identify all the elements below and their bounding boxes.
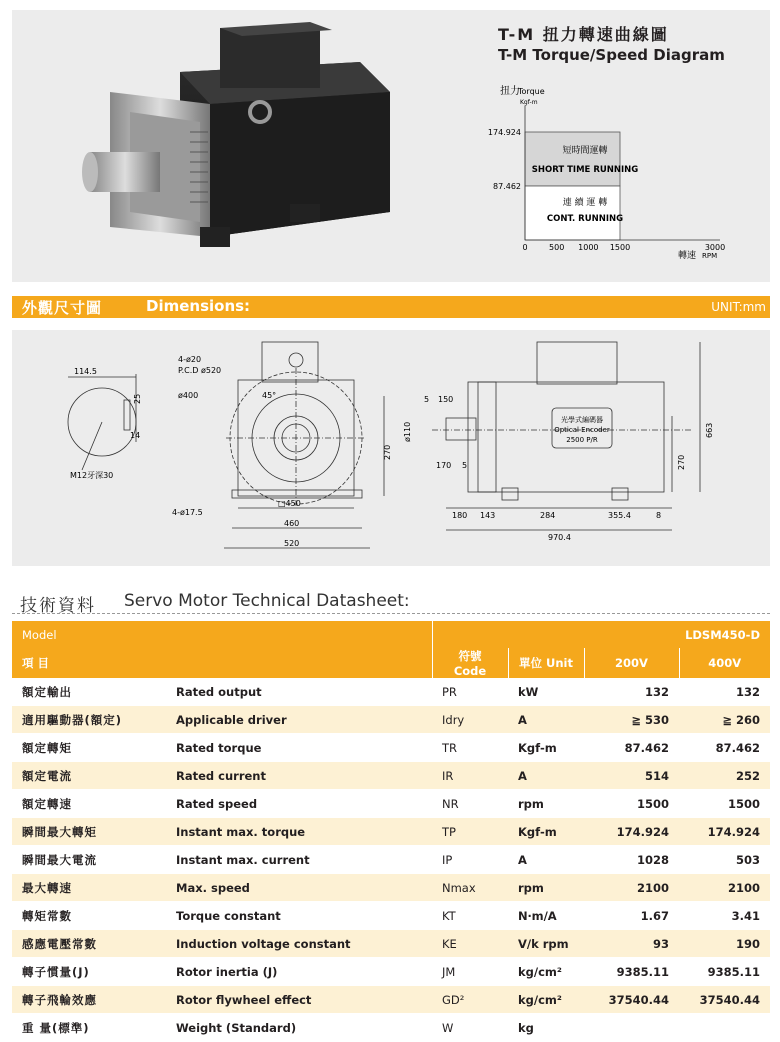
row-value-200v: 87.462 (584, 734, 679, 762)
row-value-200v: 1500 (584, 790, 679, 818)
row-unit: rpm (508, 874, 584, 902)
table-row (12, 734, 770, 762)
row-value-400v: 1500 (679, 790, 770, 818)
row-label-cn: 額定轉速 (12, 790, 166, 818)
short-time-en: SHORT TIME RUNNING (531, 165, 639, 175)
cont-region (525, 186, 620, 240)
col-item: 項 目 (12, 648, 432, 678)
row-label-en: Instant max. current (166, 846, 432, 874)
row-unit: kg/cm² (508, 958, 584, 986)
row-label-cn: 重 量(標準) (12, 1014, 166, 1042)
dimensions-title-cn: 外觀尺寸圖 (22, 299, 103, 317)
row-unit: kg/cm² (508, 986, 584, 1014)
dim-thread: M12牙深30 (70, 471, 114, 480)
y-tick-label: 87.462 (493, 182, 521, 191)
row-code: Nmax (432, 874, 508, 902)
col-200v: 200V (584, 648, 679, 678)
dim-l8: 8 (656, 511, 662, 520)
x-axis-label-en: RPM (702, 252, 718, 260)
row-value-200v (584, 1014, 679, 1042)
dim-shaft-width: 114.5 (74, 367, 97, 376)
row-code: PR (432, 678, 508, 706)
x-tick-label: 500 (549, 243, 565, 252)
dim-total: 970.4 (548, 533, 571, 542)
dim-l355: 355.4 (608, 511, 631, 520)
row-label-en: Rated speed (166, 790, 432, 818)
x-tick-label: 3000 (704, 243, 726, 252)
row-unit: kW (508, 678, 584, 706)
row-unit: A (508, 762, 584, 790)
row-value-200v: 93 (584, 930, 679, 958)
col-code: 符號 Code (432, 648, 508, 678)
row-label-en: Instant max. torque (166, 818, 432, 846)
dimensions-header-bar (12, 296, 770, 318)
row-label-cn: 感應電壓常數 (12, 930, 166, 958)
dim-w460: 460 (284, 519, 300, 528)
dimension-drawing (12, 330, 770, 566)
encoder-pr: 2500 P/R (566, 436, 598, 444)
row-value-200v: 132 (584, 678, 679, 706)
col-unit: 單位 Unit (508, 648, 584, 678)
x-tick-label: 1000 (578, 243, 599, 252)
dim-height-front: 270 (383, 444, 392, 460)
dim-shaft-dia: ø110 (403, 421, 412, 442)
cont-cn: 連 續 運 轉 (562, 198, 608, 208)
cont-en: CONT. RUNNING (546, 214, 624, 224)
row-unit: rpm (508, 790, 584, 818)
row-label-en: Rated torque (166, 734, 432, 762)
dim-key-width: 14 (130, 431, 141, 440)
table-row (12, 902, 770, 930)
row-value-200v: 1028 (584, 846, 679, 874)
spec-table (12, 621, 770, 1042)
row-label-cn: 轉子飛輪效應 (12, 986, 166, 1014)
row-unit: kg (508, 1014, 584, 1042)
row-label-en: Rotor inertia (J) (166, 958, 432, 986)
motor-photo (70, 12, 410, 272)
row-label-cn: 轉矩常數 (12, 902, 166, 930)
dim-holes: 4-ø20 (178, 355, 202, 364)
dim-dia400: ø400 (178, 391, 199, 400)
row-value-200v: 174.924 (584, 818, 679, 846)
row-code: IR (432, 762, 508, 790)
dim-d150: 150 (438, 395, 454, 404)
dim-d170: 170 (436, 461, 452, 470)
dim-angle: 45° (262, 391, 277, 400)
row-label-en: Rated output (166, 678, 432, 706)
row-value-200v: 37540.44 (584, 986, 679, 1014)
table-row (12, 818, 770, 846)
row-value-400v: 174.924 (679, 818, 770, 846)
row-value-400v: 3.41 (679, 902, 770, 930)
dim-pcd: P.C.D ø520 (178, 366, 222, 375)
x-tick-label: 0 (522, 243, 528, 252)
x-axis-label-cn: 轉速 (678, 251, 697, 261)
row-label-cn: 瞬間最大轉矩 (12, 818, 166, 846)
row-value-400v: 37540.44 (679, 986, 770, 1014)
table-row (12, 846, 770, 874)
dim-w520: 520 (284, 539, 300, 548)
row-value-200v: ≧ 530 (584, 706, 679, 734)
encoder-cn: 光學式編碼器 (561, 416, 603, 424)
table-row (12, 986, 770, 1014)
row-label-en: Rated current (166, 762, 432, 790)
column-header-row (12, 648, 770, 678)
col-400v: 400V (679, 648, 770, 678)
row-unit: Kgf-m (508, 818, 584, 846)
row-label-en: Applicable driver (166, 706, 432, 734)
row-value-400v: 87.462 (679, 734, 770, 762)
row-unit: Kgf-m (508, 734, 584, 762)
row-label-cn: 瞬間最大電流 (12, 846, 166, 874)
row-value-400v: 503 (679, 846, 770, 874)
dim-l143: 143 (480, 511, 496, 520)
row-value-200v: 514 (584, 762, 679, 790)
row-code: KE (432, 930, 508, 958)
row-label-en: Rotor flywheel effect (166, 986, 432, 1014)
row-label-cn: 額定輸出 (12, 678, 166, 706)
row-value-400v: 132 (679, 678, 770, 706)
row-label-cn: 適用驅動器(額定) (12, 706, 166, 734)
datasheet-title-en: Servo Motor Technical Datasheet: (124, 591, 410, 611)
row-label-en: Weight (Standard) (166, 1014, 432, 1042)
row-code: TP (432, 818, 508, 846)
row-unit: N‧m/A (508, 902, 584, 930)
row-value-200v: 2100 (584, 874, 679, 902)
dim-d5b: 5 (462, 461, 468, 470)
row-unit: V/k rpm (508, 930, 584, 958)
row-value-200v: 1.67 (584, 902, 679, 930)
dimensions-unit: UNIT:mm (711, 300, 766, 314)
y-tick-label: 174.924 (487, 128, 521, 137)
encoder-en: Optical Encoder (554, 426, 610, 434)
row-label-cn: 最大轉速 (12, 874, 166, 902)
row-value-400v (679, 1014, 770, 1042)
table-row (12, 762, 770, 790)
x-tick-label: 1500 (609, 243, 631, 252)
torque-speed-chart (480, 80, 740, 270)
row-label-cn: 轉子慣量(J) (12, 958, 166, 986)
row-value-200v: 9385.11 (584, 958, 679, 986)
row-value-400v: 252 (679, 762, 770, 790)
row-label-cn: 額定電流 (12, 762, 166, 790)
table-row (12, 1014, 770, 1042)
row-label-cn: 額定轉矩 (12, 734, 166, 762)
dim-l180: 180 (452, 511, 468, 520)
model-value: LDSM450-D (432, 621, 770, 648)
model-row (12, 621, 770, 648)
row-code: KT (432, 902, 508, 930)
table-row (12, 706, 770, 734)
datasheet-title-cn: 技術資料 (20, 596, 96, 616)
table-row (12, 678, 770, 706)
dim-mount-holes: 4-ø17.5 (172, 508, 203, 517)
row-code: NR (432, 790, 508, 818)
tm-plot-area (488, 106, 725, 252)
table-row (12, 930, 770, 958)
dimensions-title-en: Dimensions: (146, 297, 251, 315)
dim-key-depth: 25 (133, 393, 142, 404)
model-label: Model (12, 621, 432, 648)
row-value-400v: 2100 (679, 874, 770, 902)
dim-d5: 5 (424, 395, 430, 404)
row-value-400v: 9385.11 (679, 958, 770, 986)
short-time-cn: 短時間運轉 (562, 146, 608, 156)
y-axis-label-en: Torque (518, 87, 545, 96)
row-unit: A (508, 846, 584, 874)
dim-h663: 663 (705, 422, 714, 438)
row-code: W (432, 1014, 508, 1042)
dim-h270-side: 270 (677, 454, 686, 470)
dim-l284: 284 (540, 511, 556, 520)
datasheet-divider (12, 613, 770, 614)
row-code: TR (432, 734, 508, 762)
row-label-en: Induction voltage constant (166, 930, 432, 958)
row-label-en: Max. speed (166, 874, 432, 902)
row-unit: A (508, 706, 584, 734)
tm-title-cn: T-M 扭力轉速曲線圖 (498, 25, 669, 44)
dim-square: □450 (278, 499, 301, 508)
row-label-en: Torque constant (166, 902, 432, 930)
short-time-region (525, 132, 620, 186)
table-row (12, 874, 770, 902)
tm-title-en: T-M Torque/Speed Diagram (498, 46, 725, 64)
row-code: GD² (432, 986, 508, 1014)
table-row (12, 790, 770, 818)
y-axis-label-cn: 扭力 (500, 86, 520, 97)
row-code: IP (432, 846, 508, 874)
y-axis-unit: Kgf-m (520, 99, 538, 106)
row-code: Idry (432, 706, 508, 734)
row-value-400v: ≧ 260 (679, 706, 770, 734)
row-code: JM (432, 958, 508, 986)
table-row (12, 958, 770, 986)
row-value-400v: 190 (679, 930, 770, 958)
